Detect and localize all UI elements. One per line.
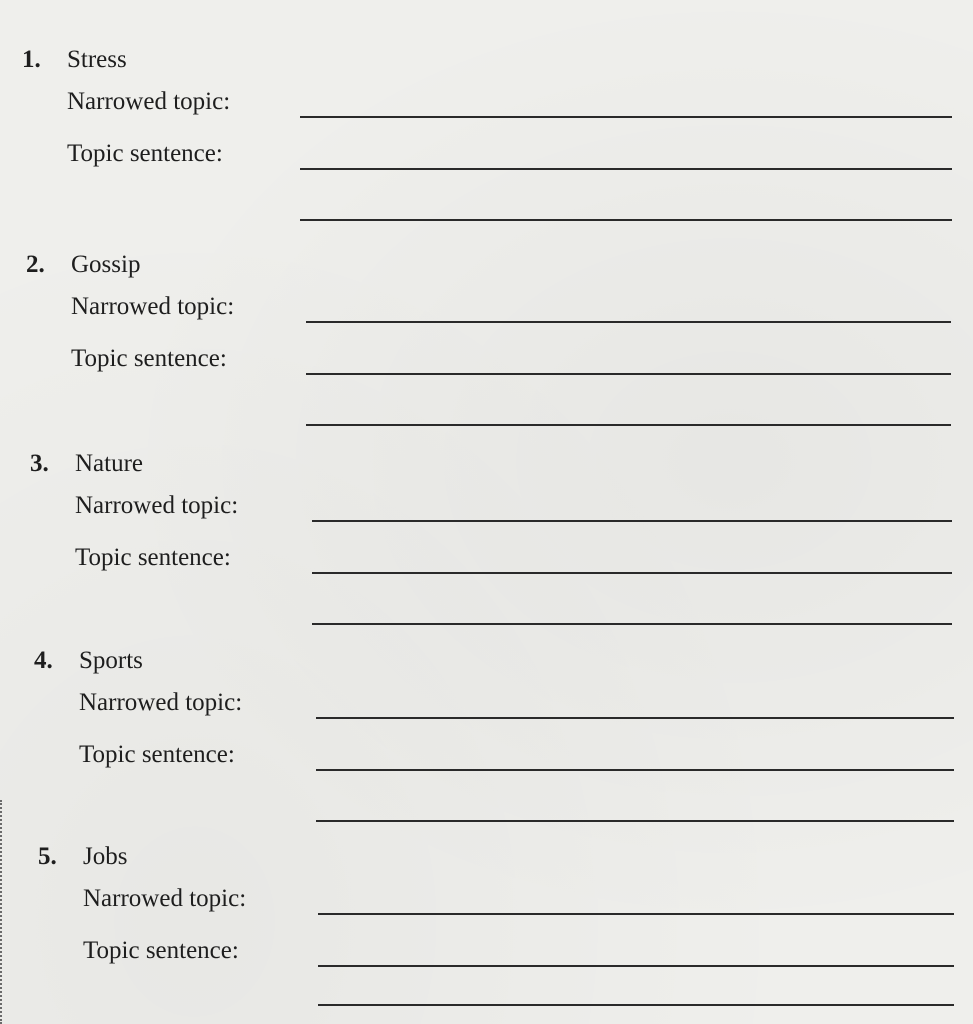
narrowed-topic-answer-line[interactable]: [316, 717, 954, 719]
exercise-number: 2.: [26, 251, 45, 278]
topic-sentence-label: Topic sentence:: [83, 937, 239, 964]
exercise-header: [30, 448, 143, 480]
topic-sentence-answer-line-1[interactable]: [300, 168, 952, 170]
exercise-topic: Gossip: [71, 251, 141, 278]
margin-dotted-line: [0, 800, 2, 1024]
topic-sentence-answer-line-1[interactable]: [316, 769, 954, 771]
exercise-header: [22, 44, 127, 76]
topic-sentence-label: Topic sentence:: [71, 345, 227, 372]
topic-sentence-label: Topic sentence:: [79, 741, 235, 768]
topic-sentence-label: Topic sentence:: [75, 544, 231, 571]
topic-sentence-label: Topic sentence:: [67, 140, 223, 167]
exercise-topic: Sports: [79, 647, 143, 674]
topic-sentence-answer-line-1[interactable]: [312, 572, 952, 574]
exercise-5: [38, 841, 956, 1011]
topic-sentence-answer-line-2[interactable]: [312, 623, 952, 625]
exercise-topic: Jobs: [83, 843, 128, 870]
exercise-number: 5.: [38, 843, 57, 870]
topic-sentence-answer-line-1[interactable]: [318, 965, 954, 967]
exercise-number: 3.: [30, 450, 49, 477]
narrowed-topic-label: Narrowed topic:: [83, 885, 247, 912]
narrowed-topic-label: Narrowed topic:: [67, 88, 231, 115]
narrowed-topic-label: Narrowed topic:: [79, 689, 243, 716]
exercise-header: [26, 249, 140, 281]
narrowed-topic-label: Narrowed topic:: [71, 293, 235, 320]
narrowed-topic-label: Narrowed topic:: [75, 492, 239, 519]
exercise-topic: Stress: [67, 46, 127, 73]
narrowed-topic-answer-line[interactable]: [312, 520, 952, 522]
exercise-1: [22, 44, 952, 214]
narrowed-topic-answer-line[interactable]: [318, 913, 954, 915]
exercise-number: 1.: [22, 46, 41, 73]
exercise-topic: Nature: [75, 450, 144, 477]
topic-sentence-answer-line-2[interactable]: [300, 219, 952, 221]
narrowed-topic-answer-line[interactable]: [300, 116, 952, 118]
exercise-number: 4.: [34, 647, 53, 674]
topic-sentence-answer-line-1[interactable]: [306, 373, 951, 375]
exercise-header: [34, 645, 143, 677]
narrowed-topic-answer-line[interactable]: [306, 321, 951, 323]
topic-sentence-answer-line-2[interactable]: [318, 1004, 954, 1006]
topic-sentence-answer-line-2[interactable]: [306, 424, 951, 426]
exercise-3: [30, 448, 952, 618]
exercise-4: [34, 645, 954, 815]
exercise-2: [26, 249, 952, 419]
topic-sentence-answer-line-2[interactable]: [316, 820, 954, 822]
exercise-header: [38, 841, 127, 873]
